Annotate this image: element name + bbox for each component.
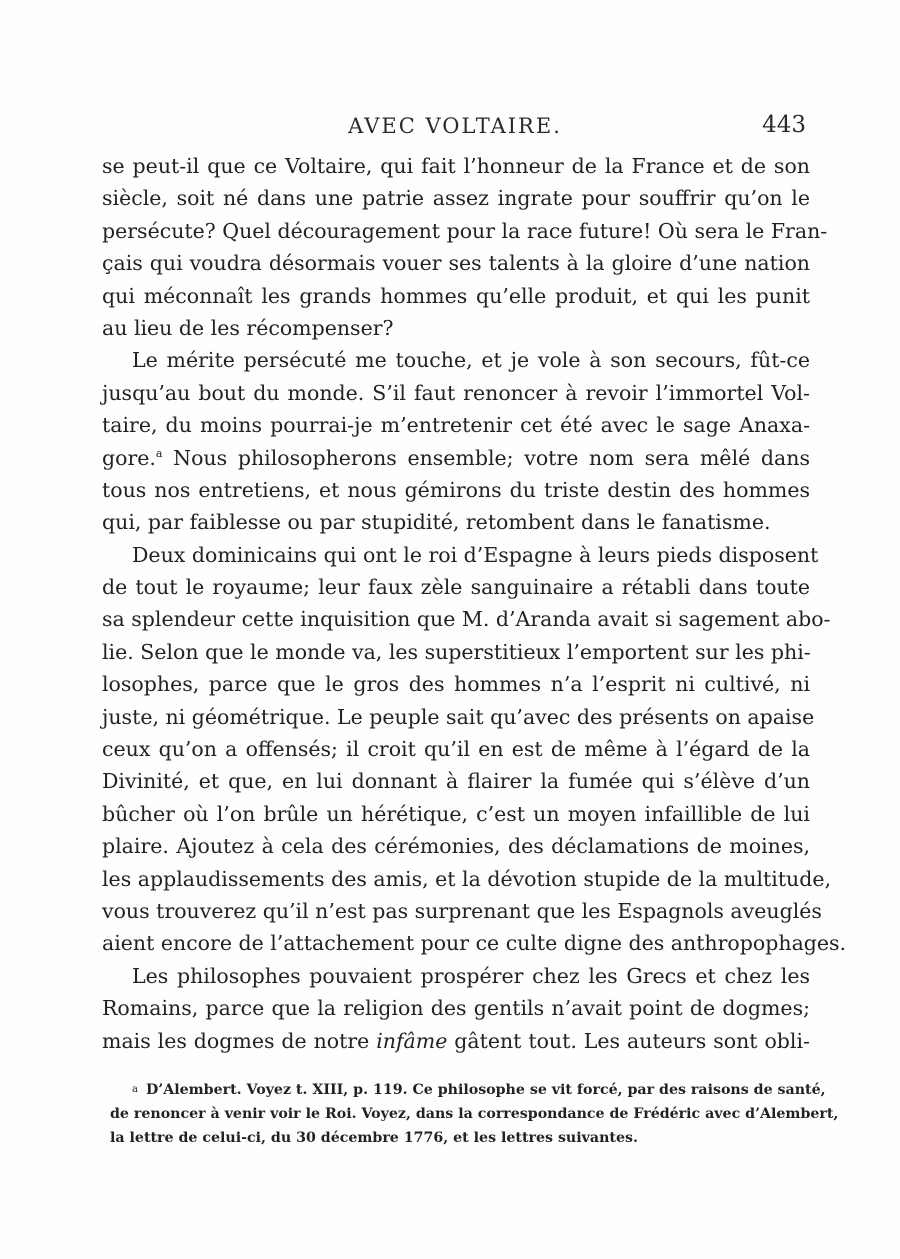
footnote-line — [110, 1078, 826, 1102]
text-line: bûcher où l’on brûle un hérétique, c’est un moyen infaillible de lui — [102, 801, 810, 826]
text-line: aient encore de l’attachement pour ce culte digne des anthropophages. — [102, 931, 847, 956]
running-title: AVEC VOLTAIRE. — [348, 114, 562, 138]
text-line: Le mérite persécuté me touche, et je vole à son secours, fût-ce — [132, 348, 810, 373]
footnote-reference: a — [155, 446, 163, 460]
footnote-marker: a — [132, 1084, 138, 1095]
footnotes — [110, 1078, 839, 1150]
text-line-with-note — [102, 442, 810, 474]
text-fragment: gore. — [102, 445, 156, 470]
text-line: qui, par faiblesse ou par stupidité, retombent dans le fanatisme. — [102, 510, 771, 535]
footnote-line: de renoncer à venir voir le Roi. Voyez, dans la correspondance de Frédéric avec d’Alembert, — [110, 1106, 839, 1122]
text-line: çais qui voudra désormais vouer ses talents à la gloire d’une nation — [102, 251, 810, 276]
text-line: Les philosophes pouvaient prospérer chez les Grecs et chez les — [132, 963, 810, 988]
text-line: au lieu de les récompenser? — [102, 315, 394, 340]
emphasized-word: infâme — [376, 1028, 448, 1053]
text-line: tous nos entretiens, et nous gémirons du triste destin des hommes — [102, 477, 810, 502]
text-fragment: gâtent tout. Les auteurs sont obli- — [454, 1028, 810, 1053]
footnote-text: D’Alembert. Voyez t. XIII, p. 119. Ce philosophe se vit forcé, par des raisons de santé, — [145, 1082, 826, 1098]
text-line: les applaudissements des amis, et la dévotion stupide de la multitude, — [102, 866, 832, 891]
text-line: plaire. Ajoutez à cela des cérémonies, des déclamations de moines, — [102, 834, 810, 859]
text-line: siècle, soit né dans une patrie assez ingrate pour souffrir qu’on le — [102, 186, 810, 211]
text-line: vous trouverez qu’il n’est pas surprenant que les Espagnols aveuglés — [102, 898, 822, 923]
text-line: persécute? Quel découragement pour la race future! Où sera le Fran- — [102, 218, 828, 243]
text-line: juste, ni géométrique. Le peuple sait qu’avec des présents on apaise — [102, 704, 815, 729]
text-line: qui méconnaît les grands hommes qu’elle produit, et qui les punit — [102, 283, 810, 308]
text-line: de tout le royaume; leur faux zèle sanguinaire a rétabli dans toute — [102, 575, 810, 600]
text-line: losophes, parce que le gros des hommes n’a l’esprit ni cultivé, ni — [102, 672, 810, 697]
text-line: lie. Selon que le monde va, les superstitieux l’emportent sur les phi- — [102, 639, 811, 664]
text-line: se peut-il que ce Voltaire, qui fait l’honneur de la France et de son — [102, 154, 810, 178]
text-line: Divinité, et que, en lui donnant à flairer la fumée qui s’élève d’un — [102, 769, 810, 794]
text-line: ceux qu’on a offensés; il croit qu’il en est de même à l’égard de la — [102, 737, 810, 762]
text-fragment: Nous philosopherons ensemble; votre nom sera mêlé dans — [173, 445, 810, 470]
page-number: 443 — [762, 112, 806, 138]
running-head — [100, 108, 810, 148]
text-line: Deux dominicains qui ont le roi d’Espagne à leurs pieds disposent — [132, 542, 819, 567]
text-line: taire, du moins pourrai-je m’entretenir cet été avec le sage Anaxa- — [102, 413, 810, 438]
text-line: jusqu’au bout du monde. S’il faut renoncer à revoir l’immortel Vol- — [102, 380, 810, 405]
text-fragment: mais les dogmes de notre — [102, 1028, 370, 1053]
text-line: Romains, parce que la religion des gentils n’avait point de dogmes; — [102, 996, 810, 1021]
text-line-with-emphasis — [102, 1025, 810, 1057]
footnote-line: la lettre de celui-ci, du 30 décembre 1776, et les lettres suivantes. — [110, 1130, 638, 1146]
text-line: sa splendeur cette inquisition que M. d’Aranda avait si sagement abo- — [102, 607, 831, 632]
body-text — [102, 150, 847, 1057]
